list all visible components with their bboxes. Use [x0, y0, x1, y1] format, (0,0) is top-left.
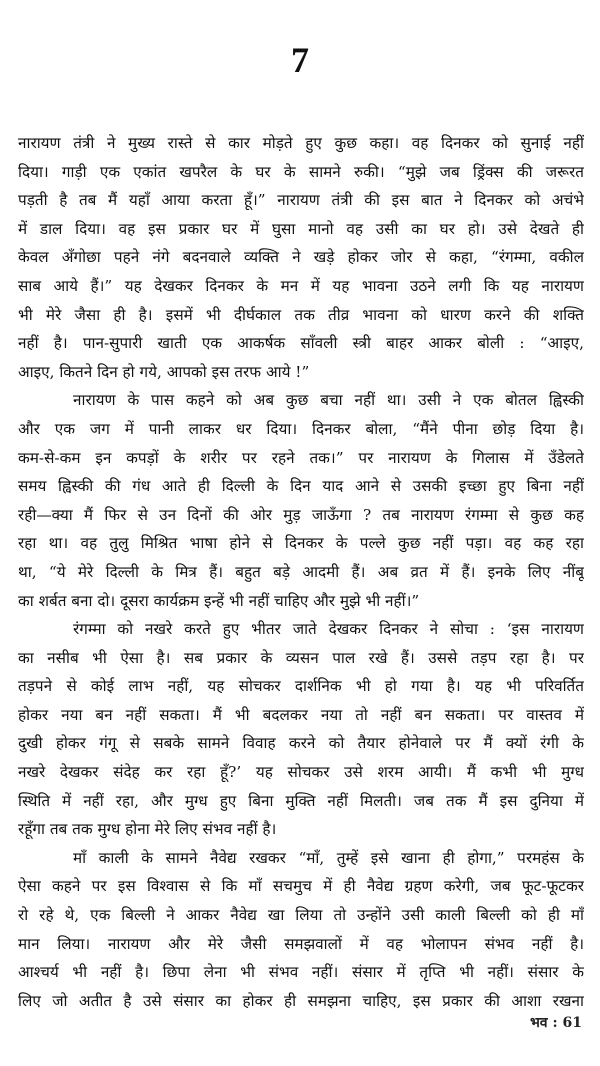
- text-line: पड़ती है तब मैं यहाँ आया करता हूँ।” नारायण तंत्री की इस बात ने दिनकर को अचंभे: [18, 191, 584, 210]
- text-line: नखरे देखकर संदेह कर रहा हूँ?’ यह सोचकर उसे शरम आयी। मैं कभी भी मुग्ध: [18, 763, 584, 782]
- paragraph: [18, 129, 584, 386]
- text-line: स्थिति में नहीं रहा, और मुग्ध हुए बिना मुक्ति नहीं मिलती। जब तक मैं इस दुनिया में: [18, 791, 584, 810]
- text-line: रही—क्या मैं फिर से उन दिनों की ओर मुड़ जाऊँगा ? तब नारायण रंगम्मा से कुछ कह: [18, 505, 584, 524]
- text-line: समय ह्विस्की की गंध आते ही दिल्ली के दिन याद आने से उसकी इच्छा हुए बिना नहीं: [18, 477, 584, 496]
- text-line: में डाल दिया। वह इस प्रकार घर में घुसा मानो वह उसी का घर हो। उसे देखते ही: [18, 219, 584, 238]
- text-line: नारायण के पास कहने को अब कुछ बचा नहीं था। उसी ने एक बोतल ह्विस्की: [73, 391, 584, 410]
- text-line: नहीं है। पान-सुपारी खाती एक आकर्षक साँवली स्त्री बाहर आकर बोली : “आइए,: [18, 334, 584, 353]
- chapter-number: 7: [291, 40, 309, 80]
- text-line: रहा था। वह तुलु मिश्रित भाषा होने से दिनकर के पल्ले कुछ नहीं पड़ा। वह कह रहा: [18, 534, 584, 553]
- text-line: केवल अँगोछा पहने नंगे बदनवाले व्यक्ति ने खड़े होकर जोर से कहा, “रंगम्मा, वकील: [18, 248, 584, 267]
- page-footer: भव : 61: [529, 1015, 582, 1031]
- text-line: था, “ये मेरे दिल्ली के मित्र हैं। बहुत बड़े आदमी हैं। अब व्रत में हैं। इनके लिए नींबू: [18, 562, 584, 581]
- text-line: रो रहे थे, एक बिल्ली ने आकर नैवेद्य खा लिया तो उन्होंने उसी काली बिल्ली को ही माँ: [18, 906, 584, 925]
- text-line: और एक जग में पानी लाकर धर दिया। दिनकर बोला, “मैंने पीना छोड़ दिया है।: [18, 419, 584, 438]
- text-line: माँ काली के सामने नैवेद्य रखकर “माँ, तुम्हें इसे खाना ही होगा,” परमहंस के: [73, 848, 584, 867]
- text-line: कम-से-कम इन कपड़ों के शरीर पर रहने तक।” पर नारायण के गिलास में उँडेलते: [18, 448, 584, 467]
- paragraph: [18, 844, 584, 1016]
- text-line: रहूँगा तब तक मुग्ध होना मेरे लिए संभव नहीं है।: [18, 820, 277, 839]
- text-line: आइए, कितने दिन हो गये, आपको इस तरफ आये !”: [18, 362, 310, 381]
- text-line: लिए जो अतीत है उसे संसार का होकर ही समझना चाहिए, इस प्रकार की आशा रखना: [18, 991, 584, 1010]
- text-line: का नसीब भी ऐसा है। सब प्रकार के व्यसन पाल रखे हैं। उससे तड़प रहा है। पर: [18, 648, 584, 667]
- text-line: मान लिया। नारायण और मेरे जैसी समझवालों में वह भोलापन संभव नहीं है।: [18, 934, 584, 953]
- text-line: होकर नया बन नहीं सकता। मैं भी बदलकर नया तो नहीं बन सकता। पर वास्तव में: [18, 705, 584, 724]
- text-line: दिया। गाड़ी एक एकांत खपरैल के घर के सामने रुकी। “मुझे जब ड्रिंक्स की जरूरत: [18, 162, 584, 181]
- text-line: का शर्बत बना दो। दूसरा कार्यक्रम इन्हें भी नहीं चाहिए और मुझे भी नहीं।”: [18, 591, 420, 610]
- paragraph: [18, 386, 584, 615]
- text-line: ऐसा कहने पर इस विश्वास से कि माँ सचमुच में ही नैवेद्य ग्रहण करेगी, जब फूट-फूटकर: [18, 877, 584, 896]
- text-line: तड़पने से कोई लाभ नहीं, यह सोचकर दार्शनिक भी हो गया है। यह भी परिवर्तित: [18, 677, 584, 696]
- text-body: [18, 129, 584, 1015]
- text-line: नारायण तंत्री ने मुख्य रास्ते से कार मोड़ते हुए कुछ कहा। वह दिनकर को सुनाई नहीं: [18, 134, 584, 152]
- text-line: भी मेरे जैसा ही है। इसमें भी दीर्घकाल तक तीव्र भावना को धारण करने की शक्ति: [18, 305, 584, 324]
- text-line: साब आये हैं।” यह देखकर दिनकर के मन में यह भावना उठने लगी कि यह नारायण: [18, 276, 584, 295]
- text-line: रंगम्मा को नखरे करते हुए भीतर जाते देखकर दिनकर ने सोचा : ‘इस नारायण: [73, 620, 584, 639]
- text-line: आश्चर्य भी नहीं है। छिपा लेना भी संभव नहीं। संसार में तृप्ति भी नहीं। संसार के: [18, 963, 584, 982]
- text-line: दुखी होकर गंगू से सबके सामने विवाह करने को तैयार होनेवाले पर मैं क्यों रंगी के: [18, 734, 584, 753]
- paragraph: [18, 615, 584, 844]
